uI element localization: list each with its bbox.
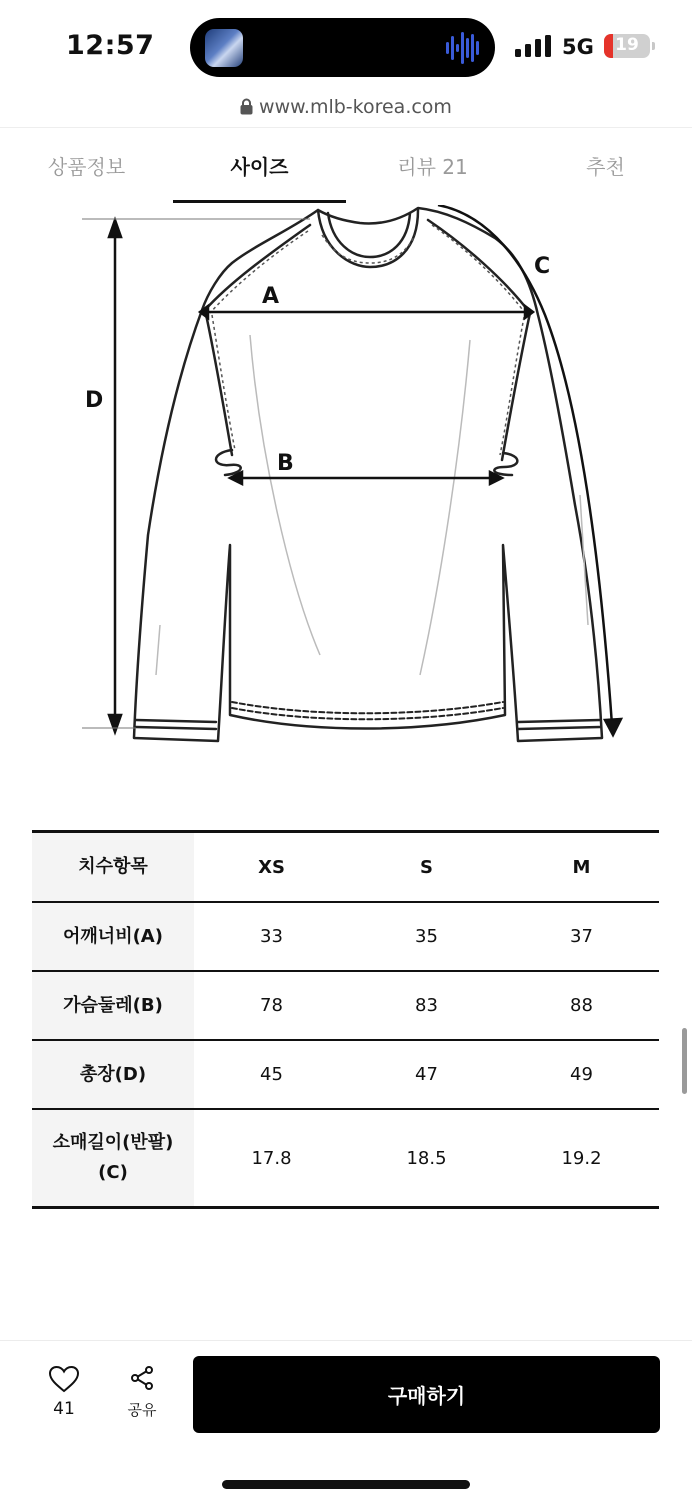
diagram-label-c: C — [534, 254, 551, 279]
table-cell: 45 — [194, 1040, 349, 1109]
diagram-label-a: A — [262, 284, 280, 309]
table-header-cell: XS — [194, 832, 349, 903]
buy-button[interactable]: 구매하기 — [193, 1356, 660, 1433]
table-cell: 83 — [349, 971, 504, 1040]
tab-size[interactable]: 사이즈 — [230, 155, 289, 179]
row-label-line: 소매길이(반팔) — [52, 1132, 174, 1153]
tab-product-info[interactable]: 상품정보 — [47, 155, 126, 179]
table-row — [32, 971, 659, 1040]
table-header-cell: S — [349, 832, 504, 903]
table-cell: 33 — [194, 902, 349, 971]
table-row — [32, 1040, 659, 1109]
table-cell: 47 — [349, 1040, 504, 1109]
table-cell: 18.5 — [349, 1109, 504, 1208]
table-header-row — [32, 832, 659, 903]
row-label: 총장(D) — [32, 1040, 194, 1109]
row-label: 가슴둘레(B) — [32, 971, 194, 1040]
bottom-action-bar — [0, 1340, 692, 1501]
now-playing-artwork[interactable] — [205, 29, 243, 67]
status-bar — [0, 0, 692, 96]
table-row — [32, 1109, 659, 1208]
status-time: 12:57 — [66, 30, 155, 61]
table-cell: 49 — [504, 1040, 659, 1109]
row-label: 어깨너비(A) — [32, 902, 194, 971]
tab-reviews[interactable]: 리뷰 21 — [397, 155, 468, 179]
dynamic-island[interactable] — [190, 18, 495, 77]
like-button[interactable] — [34, 1365, 94, 1419]
battery-tip — [652, 42, 655, 50]
table-cell: 35 — [349, 902, 504, 971]
share-icon — [129, 1365, 155, 1391]
heart-icon — [48, 1365, 80, 1393]
battery-icon — [604, 34, 650, 58]
product-tabs — [0, 128, 692, 204]
table-header-cell: 치수항목 — [32, 832, 194, 903]
diagram-label-b: B — [277, 451, 294, 476]
battery-percent: 19 — [615, 35, 639, 55]
table-cell: 37 — [504, 902, 659, 971]
share-label: 공유 — [127, 1401, 157, 1419]
size-table — [32, 830, 659, 1209]
scrollbar-thumb[interactable] — [682, 1028, 687, 1094]
active-tab-indicator — [173, 200, 346, 203]
url-text: www.mlb-korea.com — [259, 96, 452, 118]
table-header-cell: M — [504, 832, 659, 903]
table-row — [32, 902, 659, 971]
table-cell: 17.8 — [194, 1109, 349, 1208]
row-label — [32, 1109, 194, 1208]
audio-waveform-icon — [446, 32, 482, 64]
table-cell: 78 — [194, 971, 349, 1040]
like-count: 41 — [53, 1399, 75, 1419]
address-bar[interactable] — [0, 96, 692, 126]
share-button[interactable] — [114, 1365, 170, 1420]
lock-icon — [240, 98, 253, 115]
network-type: 5G — [562, 35, 594, 59]
diagram-label-d: D — [85, 388, 104, 413]
table-cell: 19.2 — [504, 1109, 659, 1208]
row-label-line: (C) — [98, 1162, 128, 1183]
cellular-signal-icon — [515, 35, 551, 57]
home-indicator — [222, 1480, 470, 1489]
tab-recommend[interactable]: 추천 — [586, 155, 625, 179]
size-guide-diagram — [60, 205, 640, 765]
table-cell: 88 — [504, 971, 659, 1040]
